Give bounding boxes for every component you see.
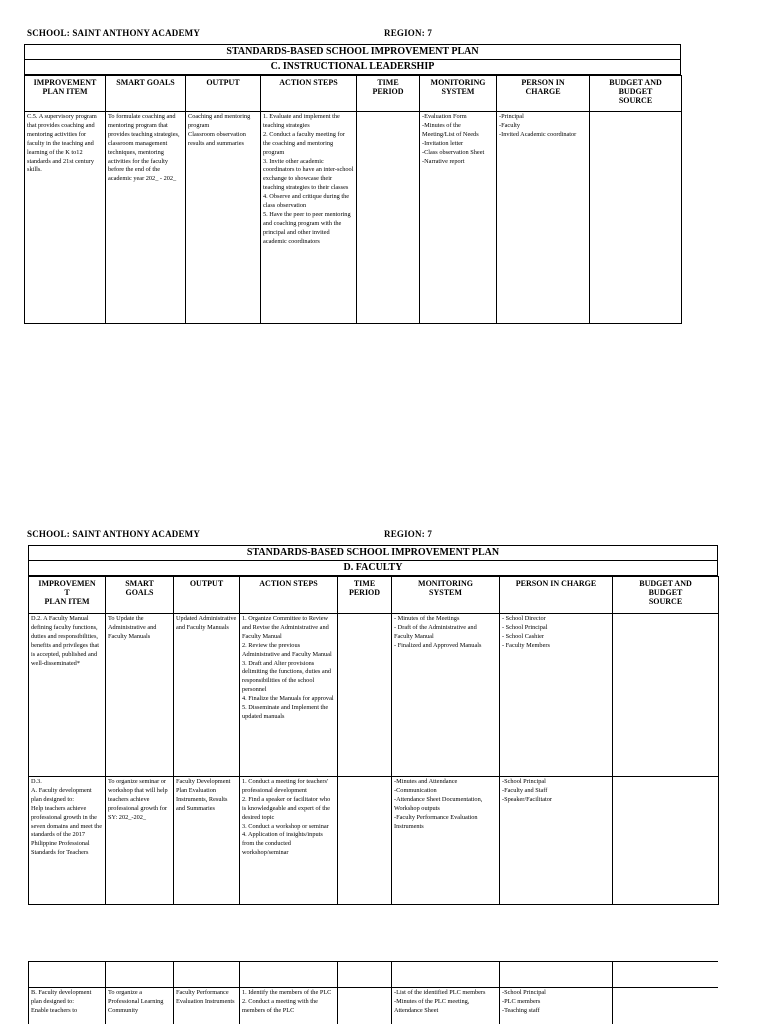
cell-monitoring: -List of the identified PLC members -Minutes of the PLC meeting, Attendance Sheet (392, 988, 500, 1024)
col-header: ACTION STEPS (261, 76, 357, 112)
cell-action-steps: 1. Evaluate and implement the teaching strategies 2. Conduct a faculty meeting for the coaching and mentoring program 3. Invite other academic coordinators to have an inter-school exchange to showcase their teaching strategies to their classes 4. Observe and critique during the class observation 5. Have the peer to peer mentoring and coaching program with the principal and other invited academic coordinators (261, 112, 357, 324)
table-row (29, 614, 719, 777)
cell-budget (613, 777, 719, 905)
cell-person-in-charge: -School Principal -Faculty and Staff -Speaker/Facilitator (500, 777, 613, 905)
col-header: BUDGET AND BUDGET SOURCE (590, 76, 682, 112)
col-header: SMART GOALS (106, 577, 174, 614)
plan-table-instructional-leadership (24, 44, 681, 324)
cell-output: Faculty Performance Evaluation Instruments (174, 988, 240, 1024)
cell-action-steps: 1. Conduct a meeting for teachers' professional development 2. Find a speaker or facilitator who is knowledgeable and expert of the desired topic 3. Conduct a workshop or seminar 4. Application of insights/inputs from the conducted workshop/seminar (240, 777, 338, 905)
col-header: PERSON IN CHARGE (497, 76, 590, 112)
cell-smart-goals: To organize seminar or workshop that will help teachers achieve professional growth for SY: 202_-202_ (106, 777, 174, 905)
table-row (29, 988, 719, 1024)
header-row (29, 577, 719, 614)
cell-plan-item: D.2. A Faculty Manual defining faculty functions, duties and responsibilities, benefits and privileges that is accepted, published and well-disseminated* (29, 614, 106, 777)
cell-monitoring: -Evaluation Form -Minutes of the Meeting/List of Needs -Invitation letter -Class observation Sheet -Narrative report (420, 112, 497, 324)
region-label: REGION: 7 (384, 529, 433, 539)
col-header: MONITORING SYSTEM (392, 577, 500, 614)
cell-budget (590, 112, 682, 324)
col-header: OUTPUT (174, 577, 240, 614)
col-header: OUTPUT (186, 76, 261, 112)
improvement-plan-table (28, 576, 719, 905)
cell-time-period (357, 112, 420, 324)
cell-time-period (338, 614, 392, 777)
cell-budget (613, 988, 719, 1024)
col-header: IMPROVEMENT PLAN ITEM (25, 76, 106, 112)
col-header: BUDGET AND BUDGET SOURCE (613, 577, 719, 614)
cell-output: Coaching and mentoring program Classroom observation results and summaries (186, 112, 261, 324)
col-header: SMART GOALS (106, 76, 186, 112)
col-header: MONITORING SYSTEM (420, 76, 497, 112)
cell-plan-item: C.5. A supervisory program that provides coaching and mentoring activities for faculty in the teaching and learning of the K to12 standards and 21st century skills. (25, 112, 106, 324)
cell-person-in-charge: -School Principal -PLC members -Teaching staff (500, 988, 613, 1024)
cell-monitoring: - Minutes of the Meetings - Draft of the Administrative and Faculty Manual - Finalized and Approved Manuals (392, 614, 500, 777)
cell-plan-item: B. Faculty development plan designed to: Enable teachers to (29, 988, 106, 1024)
cell-action-steps: 1. Identify the members of the PLC 2. Conduct a meeting with the members of the PLC (240, 988, 338, 1024)
col-header: ACTION STEPS (240, 577, 338, 614)
plan-title: STANDARDS-BASED SCHOOL IMPROVEMENT PLAN (24, 44, 681, 60)
section-title: C. INSTRUCTIONAL LEADERSHIP (24, 60, 681, 75)
cell-output: Updated Administrative and Faculty Manuals (174, 614, 240, 777)
plan-table-faculty-continued (28, 961, 718, 1024)
plan-title: STANDARDS-BASED SCHOOL IMPROVEMENT PLAN (28, 545, 718, 561)
col-header: TIME PERIOD (357, 76, 420, 112)
col-header: TIME PERIOD (338, 577, 392, 614)
table-row (29, 777, 719, 905)
section-title: D. FACULTY (28, 561, 718, 576)
cell-monitoring: -Minutes and Attendance -Communication -Attendance Sheet Documentation, Workshop outputs -Faculty Performance Evaluation Instruments (392, 777, 500, 905)
cell-smart-goals: To Update the Administrative and Faculty Manuals (106, 614, 174, 777)
improvement-plan-table (24, 75, 682, 324)
table-row (25, 112, 682, 324)
cell-action-steps: 1. Organize Committee to Review and Revise the Administrative and Faculty Manual 2. Review the previous Administrative and Faculty Manual 3. Draft and Alter provisions delimiting the functions, duties and responsibilities of the school personnel 4. Finalize the Manuals for approval 5. Disseminate and Implement the updated manuals (240, 614, 338, 777)
cell-budget (613, 614, 719, 777)
cell-smart-goals: To formulate coaching and mentoring program that provides teaching strategies, classroom management techniques, mentoring activities for the faculty before the end of the academic year 202_ - 202_ (106, 112, 186, 324)
school-label: SCHOOL: SAINT ANTHONY ACADEMY (27, 28, 201, 38)
cell-time-period (338, 777, 392, 905)
cell-smart-goals: To organize a Professional Learning Community (106, 988, 174, 1024)
plan-table-faculty (28, 545, 718, 905)
col-header: PERSON IN CHARGE (500, 577, 613, 614)
header-row (25, 76, 682, 112)
cell-person-in-charge: - School Director - School Principal - School Cashier - Faculty Members (500, 614, 613, 777)
cell-time-period (338, 988, 392, 1024)
blank-row (29, 962, 719, 988)
school-label: SCHOOL: SAINT ANTHONY ACADEMY (27, 529, 201, 539)
col-header: IMPROVEMEN T PLAN ITEM (29, 577, 106, 614)
cell-person-in-charge: -Principal -Faculty -Invited Academic coordinator (497, 112, 590, 324)
cell-output: Faculty Development Plan Evaluation Instruments, Results and Summaries (174, 777, 240, 905)
improvement-plan-table (28, 961, 718, 1024)
region-label: REGION: 7 (384, 28, 433, 38)
cell-plan-item: D.3. A. Faculty development plan designed to: Help teachers achieve professional growth in the seven domains and meet the standards of the 2017 Philippine Professional Standards for Teachers (29, 777, 106, 905)
